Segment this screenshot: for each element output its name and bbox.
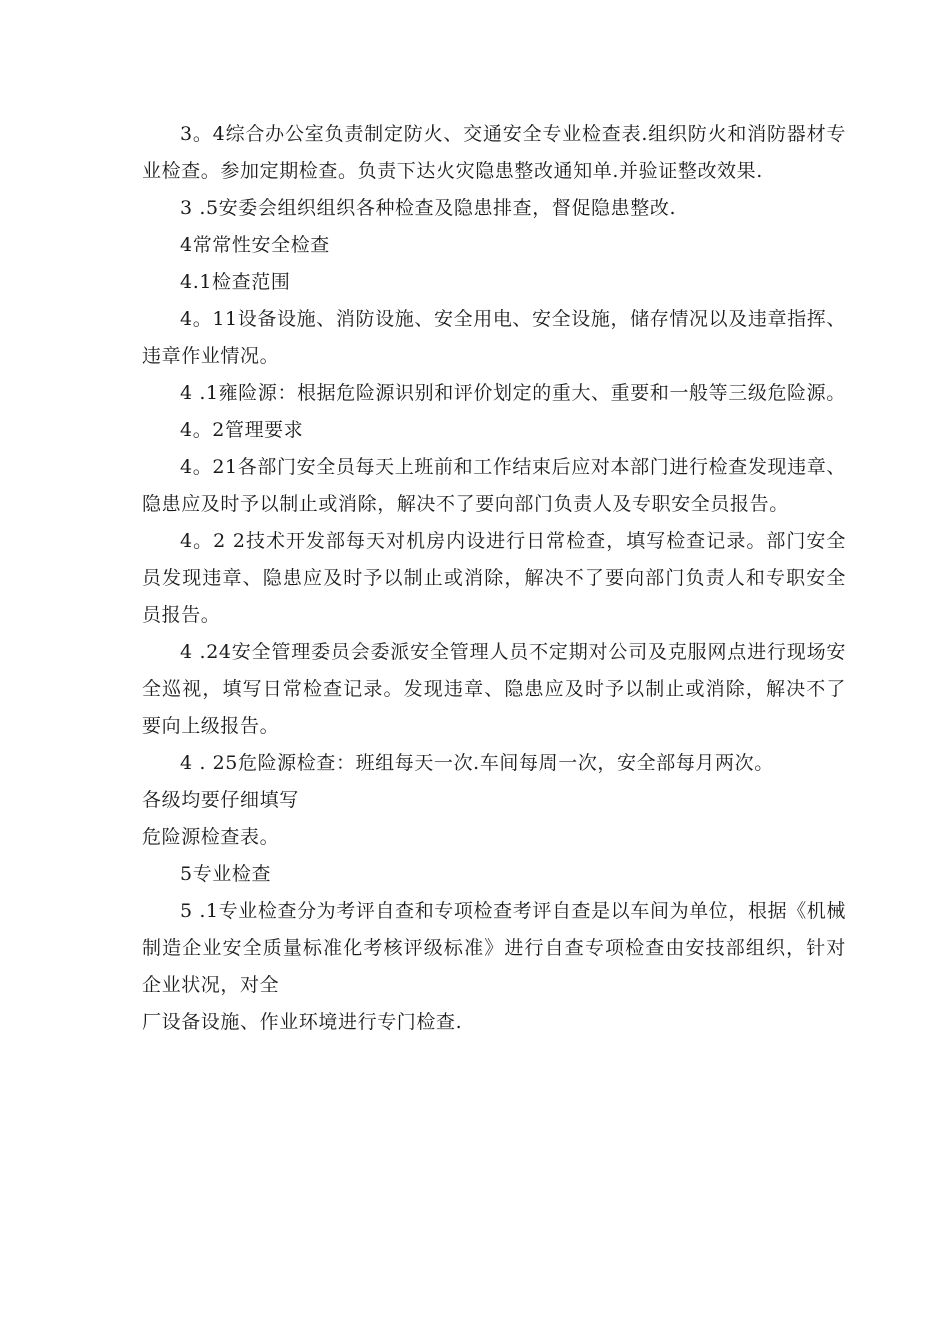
paragraph-5-1: 5 .1专业检查分为考评自查和专项检查考评自查是以车间为单位，根据《机械制造企业安全质量标准化考核评级标准》进行自查专项检查由安技部组织，针对企业状况，对全: [142, 900, 846, 996]
paragraph-4-1-hazard: 4 .1雍险源：根据危险源识别和评价划定的重大、重要和一般等三级危险源。: [180, 382, 846, 404]
document-body: [142, 116, 846, 1041]
paragraph-3-5: 3 .5安委会组织组织各种检查及隐患排查，督促隐患整改.: [180, 197, 677, 219]
section-heading-5: 5专业检查: [180, 863, 272, 885]
subsection-heading-4-2: 4。2管理要求: [180, 419, 304, 441]
paragraph-4-25-end: 危险源检查表。: [142, 826, 280, 848]
paragraph-4-11: 4。11设备设施、消防设施、安全用电、安全设施，储存情况以及违章指挥、违章作业情况。: [142, 308, 846, 367]
subsection-heading-4-1: 4.1检查范围: [180, 271, 291, 293]
paragraph-4-25-continued: 各级均要仔细填写: [142, 789, 299, 811]
paragraph-5-1-end: 厂设备设施、作业环境进行专门检查.: [142, 1011, 463, 1033]
paragraph-4-24: 4 .24安全管理委员会委派安全管理人员不定期对公司及克服网点进行现场安全巡视，填写日常检查记录。发现违章、隐患应及时予以制止或消除，解决不了要向上级报告。: [142, 641, 846, 737]
section-heading-4: 4常常性安全检查: [180, 234, 330, 256]
paragraph-4-25: 4 . 25危险源检查：班组每天一次.车间每周一次，安全部每月两次。: [180, 752, 774, 774]
paragraph-4-21: 4。21各部门安全员每天上班前和工作结束后应对本部门进行检查发现违章、隐患应及时予以制止或消除，解决不了要向部门负责人及专职安全员报告。: [142, 456, 846, 515]
paragraph-4-22: 4。2 2技术开发部每天对机房内设进行日常检查，填写检查记录。部门安全员发现违章、隐患应及时予以制止或消除，解决不了要向部门负责人和专职安全员报告。: [142, 530, 846, 626]
paragraph-3-4: 3。4综合办公室负责制定防火、交通安全专业检查表.组织防火和消防器材专业检查。参加定期检查。负责下达火灾隐患整改通知单.并验证整改效果.: [142, 123, 846, 182]
